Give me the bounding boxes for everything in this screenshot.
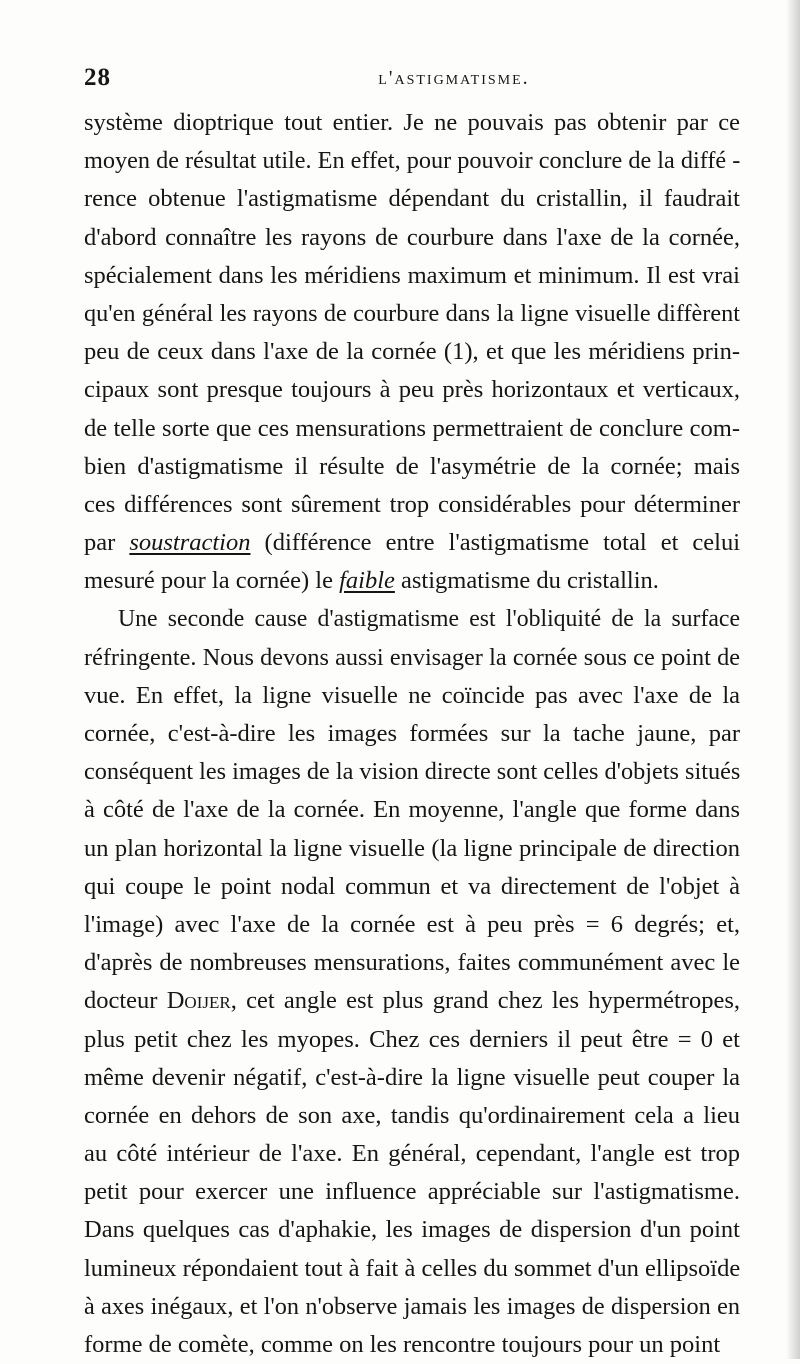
text-line: cipaux sont presque toujours à peu près horizontaux et verticaux, [84,376,740,404]
text-line: système dioptrique tout entier. Je ne pouvais pas obtenir par ce [84,109,740,136]
text-line: qui coupe le point nodal commun et va directement de l'objet à [84,872,740,900]
text-line: qu'en général les rayons de courbure dans la ligne visuelle diffèrent [84,299,740,327]
text-line: réfringente. Nous devons aussi envisager la cornée sous ce point de [84,643,740,671]
text-line: de telle sorte que ces mensurations permettraient de conclure com- [84,414,740,442]
text-line: forme de comète, comme on les rencontre toujours pour un point [84,1331,721,1358]
text-line: même devenir négatif, c'est-à-dire la ligne visuelle peut couper la [84,1063,740,1091]
text-line: petit pour exercer une influence appréciable sur l'astigmatisme. [84,1178,740,1206]
text-run: astigmatisme du cristallin. [401,567,659,595]
italic-term-faible: faible [339,567,395,595]
text-line: l'image) avec l'axe de la cornée est à peu près = 6 degrés; et, [84,910,740,938]
paragraph-1 [84,104,740,600]
text-line: Une seconde cause d'astigmatisme est l'obliquité de la surface [118,606,740,633]
page-number: 28 [84,64,111,91]
text-line: bien d'astigmatisme il résulte de l'asymétrie de la cornée; mais [84,452,740,480]
text-line: spécialement dans les méridiens maximum et minimum. Il est vrai [84,261,740,289]
text-run: , cet angle est plus grand chez les hypermétropes, [230,987,740,1015]
text-line: vue. En effet, la ligne visuelle ne coïncide pas avec l'axe de la [84,681,740,709]
text-line: rence obtenue l'astigmatisme dépendant du cristallin, il faudrait [84,185,740,213]
text-line: cornée en dehors de son axe, tandis qu'ordinairement cela a lieu [84,1101,740,1129]
text-line: d'après de nombreuses mensurations, faites communément avec le [84,949,740,977]
text-line: Dans quelques cas d'aphakie, les images de dispersion d'un point [84,1216,740,1244]
text-line: ces différences sont sûrement trop considérables pour déterminer [84,490,740,518]
author-name: Doijer [166,987,231,1015]
text-line [84,524,740,562]
running-title: l'astigmatisme. [378,67,530,89]
text-line [84,562,740,600]
text-line: peu de ceux dans l'axe de la cornée (1), et que les méridiens prin- [84,338,740,366]
text-run: (différence entre l'astigmatisme total et celui [264,529,741,557]
text-line: d'abord connaître les rayons de courbure dans l'axe de la cornée, [84,223,740,251]
text-line: cornée, c'est-à-dire les images formées sur la tache jaune, par [84,720,740,747]
text-line: moyen de résultat utile. En effet, pour pouvoir conclure de la diffé - [84,147,741,175]
page-edge-shadow [786,0,800,1359]
text-line: au côté intérieur de l'axe. En général, cependant, l'angle est trop [84,1140,740,1168]
paragraph-2 [84,600,740,1364]
text-line: conséquent les images de la vision directe sont celles d'objets situés [84,758,741,786]
italic-term-soustraction: soustraction [129,529,251,557]
text-line [84,982,740,1020]
text-line: lumineux répondaient tout à fait à celles du sommet d'un ellipsoïde [84,1254,741,1282]
text-run: mesuré pour la cornée) le [84,567,333,595]
running-head [84,64,740,96]
text-run: docteur [84,987,158,1015]
text-line: à axes inégaux, et l'on n'observe jamais les images de dispersion en [84,1292,740,1320]
text-line: plus petit chez les myopes. Chez ces derniers il peut être = 0 et [84,1025,740,1053]
body-text [84,104,740,1364]
text-line: un plan horizontal la ligne visuelle (la ligne principale de direction [84,834,740,862]
text-line: à côté de l'axe de la cornée. En moyenne, l'angle que forme dans [84,796,740,824]
text-run: par [84,529,116,557]
